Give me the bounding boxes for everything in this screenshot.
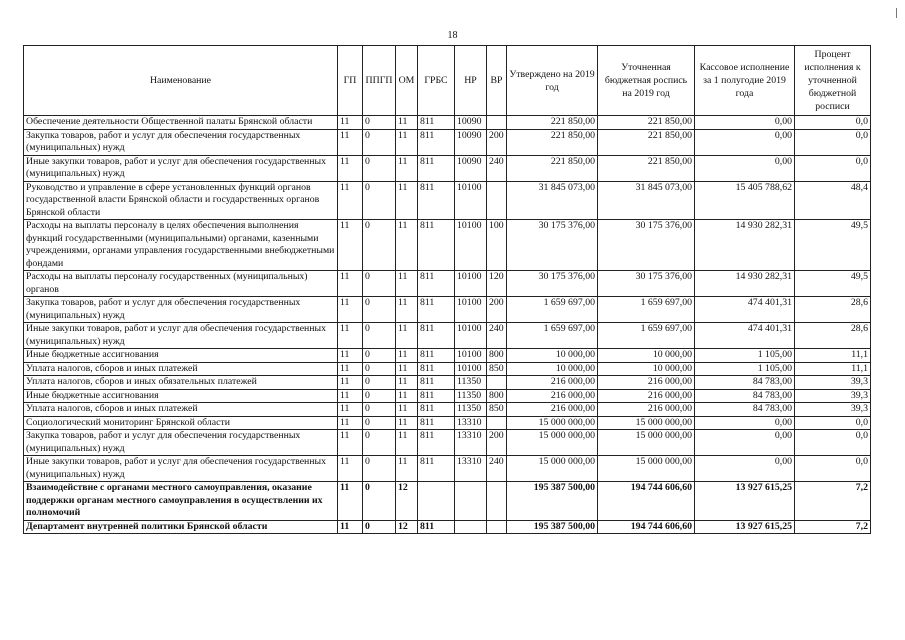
cell-refined: 15 000 000,00	[598, 416, 695, 430]
cell-refined: 216 000,00	[598, 403, 695, 417]
cell-grbs: 811	[418, 220, 455, 271]
cell-ppgp: 0	[363, 349, 396, 363]
cell-ppgp: 0	[363, 181, 396, 220]
cell-grbs: 811	[418, 389, 455, 403]
cell-gp: 11	[338, 129, 363, 155]
cell-percent: 39,3	[795, 403, 871, 417]
cell-om: 11	[396, 155, 418, 181]
cell-grbs: 811	[418, 129, 455, 155]
cell-om: 11	[396, 416, 418, 430]
cell-refined: 216 000,00	[598, 376, 695, 390]
budget-table	[23, 45, 871, 534]
cell-vr	[487, 416, 507, 430]
cell-ppgp: 0	[363, 456, 396, 482]
cell-grbs: 811	[418, 403, 455, 417]
cell-ppgp: 0	[363, 482, 396, 521]
cell-np: 10100	[455, 362, 487, 376]
cell-gp: 11	[338, 482, 363, 521]
table-row	[24, 389, 871, 403]
cell-ppgp: 0	[363, 403, 396, 417]
cell-om: 11	[396, 456, 418, 482]
cell-ppgp: 0	[363, 416, 396, 430]
cell-name: Уплата налогов, сборов и иных платежей	[24, 362, 338, 376]
table-row	[24, 376, 871, 390]
cell-vr: 240	[487, 323, 507, 349]
table-body	[24, 116, 871, 534]
table-row	[24, 456, 871, 482]
cell-gp: 11	[338, 116, 363, 130]
cell-approved: 15 000 000,00	[507, 430, 598, 456]
cell-np: 10090	[455, 129, 487, 155]
cell-np: 10100	[455, 181, 487, 220]
cell-refined: 1 659 697,00	[598, 323, 695, 349]
cell-percent: 39,3	[795, 376, 871, 390]
cell-percent: 0,0	[795, 155, 871, 181]
cell-approved: 30 175 376,00	[507, 220, 598, 271]
header-vr: ВР	[487, 46, 507, 116]
cell-ppgp: 0	[363, 430, 396, 456]
cell-grbs: 811	[418, 520, 455, 534]
cell-cash: 15 405 788,62	[695, 181, 795, 220]
table-row	[24, 362, 871, 376]
cell-percent: 11,1	[795, 362, 871, 376]
header-percent: Процент исполнения к уточненной бюджетной росписи	[795, 46, 871, 116]
cell-vr: 200	[487, 129, 507, 155]
cell-om: 12	[396, 482, 418, 521]
cell-np: 10100	[455, 297, 487, 323]
cell-cash: 0,00	[695, 430, 795, 456]
cell-percent: 0,0	[795, 116, 871, 130]
cell-vr: 800	[487, 389, 507, 403]
cell-cash: 84 783,00	[695, 389, 795, 403]
cell-gp: 11	[338, 323, 363, 349]
cell-gp: 11	[338, 181, 363, 220]
cell-ppgp: 0	[363, 389, 396, 403]
cell-name: Закупка товаров, работ и услуг для обеспечения государственных (муниципальных) нужд	[24, 129, 338, 155]
table-row	[24, 297, 871, 323]
cell-grbs: 811	[418, 323, 455, 349]
cell-percent: 28,6	[795, 323, 871, 349]
cell-name: Обеспечение деятельности Общественной палаты Брянской области	[24, 116, 338, 130]
cell-np	[455, 482, 487, 521]
cell-vr: 200	[487, 297, 507, 323]
cell-name: Иные закупки товаров, работ и услуг для обеспечения государственных (муниципальных) нужд	[24, 155, 338, 181]
cell-ppgp: 0	[363, 362, 396, 376]
cell-percent: 0,0	[795, 456, 871, 482]
table-row	[24, 323, 871, 349]
cell-name: Закупка товаров, работ и услуг для обеспечения государственных (муниципальных) нужд	[24, 297, 338, 323]
cell-vr: 200	[487, 430, 507, 456]
cell-np: 11350	[455, 389, 487, 403]
cell-refined: 221 850,00	[598, 129, 695, 155]
cell-name: Взаимодействие с органами местного самоуправления, оказание поддержки органам местного самоуправления в осуществлении их полномочий	[24, 482, 338, 521]
table-row	[24, 155, 871, 181]
cell-approved: 15 000 000,00	[507, 416, 598, 430]
cell-approved: 221 850,00	[507, 155, 598, 181]
cell-vr: 800	[487, 349, 507, 363]
cell-percent: 7,2	[795, 482, 871, 521]
cell-ppgp: 0	[363, 271, 396, 297]
cell-grbs: 811	[418, 297, 455, 323]
cell-gp: 11	[338, 220, 363, 271]
cell-approved: 30 175 376,00	[507, 271, 598, 297]
cell-approved: 10 000,00	[507, 349, 598, 363]
cell-name: Департамент внутренней политики Брянской области	[24, 520, 338, 534]
cell-cash: 13 927 615,25	[695, 482, 795, 521]
cell-gp: 11	[338, 362, 363, 376]
cell-om: 11	[396, 403, 418, 417]
cell-np	[455, 520, 487, 534]
cell-name: Расходы на выплаты персоналу в целях обеспечения выполнения функций государственными (муниципальными) органами, казенными учреждениями, органами управления государственными внебюджетными фондами	[24, 220, 338, 271]
cell-grbs: 811	[418, 430, 455, 456]
cell-np: 13310	[455, 430, 487, 456]
cell-percent: 0,0	[795, 129, 871, 155]
header-np: НР	[455, 46, 487, 116]
cell-approved: 195 387 500,00	[507, 520, 598, 534]
cell-np: 10100	[455, 220, 487, 271]
cell-ppgp: 0	[363, 520, 396, 534]
cell-name: Социологический мониторинг Брянской области	[24, 416, 338, 430]
cell-refined: 30 175 376,00	[598, 220, 695, 271]
cell-vr: 240	[487, 456, 507, 482]
cell-cash: 14 930 282,31	[695, 271, 795, 297]
corner-mark	[896, 8, 897, 18]
header-row	[24, 46, 871, 116]
cell-om: 11	[396, 297, 418, 323]
cell-percent: 48,4	[795, 181, 871, 220]
cell-vr: 100	[487, 220, 507, 271]
table-row	[24, 129, 871, 155]
cell-gp: 11	[338, 297, 363, 323]
cell-gp: 11	[338, 349, 363, 363]
cell-approved: 221 850,00	[507, 116, 598, 130]
page-number: 18	[447, 30, 458, 41]
header-gp: ГП	[338, 46, 363, 116]
cell-cash: 1 105,00	[695, 362, 795, 376]
cell-percent: 28,6	[795, 297, 871, 323]
header-ppgp: ППГП	[363, 46, 396, 116]
table-row	[24, 220, 871, 271]
cell-percent: 49,5	[795, 220, 871, 271]
cell-np: 10100	[455, 271, 487, 297]
cell-grbs	[418, 482, 455, 521]
cell-gp: 11	[338, 271, 363, 297]
cell-om: 11	[396, 430, 418, 456]
cell-np: 13310	[455, 456, 487, 482]
cell-np: 11350	[455, 403, 487, 417]
cell-gp: 11	[338, 520, 363, 534]
cell-vr	[487, 482, 507, 521]
cell-cash: 474 401,31	[695, 297, 795, 323]
cell-np: 10100	[455, 349, 487, 363]
cell-ppgp: 0	[363, 323, 396, 349]
cell-grbs: 811	[418, 155, 455, 181]
cell-refined: 221 850,00	[598, 155, 695, 181]
cell-om: 11	[396, 129, 418, 155]
table-row	[24, 271, 871, 297]
cell-grbs: 811	[418, 181, 455, 220]
cell-approved: 1 659 697,00	[507, 323, 598, 349]
cell-name: Закупка товаров, работ и услуг для обеспечения государственных (муниципальных) нужд	[24, 430, 338, 456]
cell-grbs: 811	[418, 271, 455, 297]
cell-gp: 11	[338, 403, 363, 417]
cell-ppgp: 0	[363, 220, 396, 271]
cell-om: 11	[396, 376, 418, 390]
cell-percent: 49,5	[795, 271, 871, 297]
header-cash: Кассовое исполнение за 1 полугодие 2019 года	[695, 46, 795, 116]
cell-ppgp: 0	[363, 116, 396, 130]
cell-grbs: 811	[418, 116, 455, 130]
cell-grbs: 811	[418, 376, 455, 390]
cell-name: Иные бюджетные ассигнования	[24, 389, 338, 403]
cell-om: 12	[396, 520, 418, 534]
cell-om: 11	[396, 389, 418, 403]
cell-percent: 0,0	[795, 416, 871, 430]
cell-name: Уплата налогов, сборов и иных обязательных платежей	[24, 376, 338, 390]
cell-name: Иные закупки товаров, работ и услуг для обеспечения государственных (муниципальных) нужд	[24, 323, 338, 349]
cell-approved: 216 000,00	[507, 376, 598, 390]
table-row	[24, 181, 871, 220]
cell-cash: 0,00	[695, 155, 795, 181]
cell-gp: 11	[338, 430, 363, 456]
cell-om: 11	[396, 349, 418, 363]
cell-refined: 10 000,00	[598, 349, 695, 363]
table-row	[24, 430, 871, 456]
cell-approved: 221 850,00	[507, 129, 598, 155]
cell-vr	[487, 520, 507, 534]
cell-gp: 11	[338, 416, 363, 430]
cell-np: 10090	[455, 116, 487, 130]
table-row	[24, 403, 871, 417]
cell-refined: 194 744 606,60	[598, 520, 695, 534]
cell-om: 11	[396, 323, 418, 349]
cell-name: Уплата налогов, сборов и иных платежей	[24, 403, 338, 417]
cell-cash: 84 783,00	[695, 403, 795, 417]
cell-name: Руководство и управление в сфере установленных функций органов государственной власти Брянской области и государственных органов Брянской области	[24, 181, 338, 220]
cell-cash: 0,00	[695, 116, 795, 130]
cell-approved: 31 845 073,00	[507, 181, 598, 220]
cell-refined: 194 744 606,60	[598, 482, 695, 521]
cell-gp: 11	[338, 456, 363, 482]
cell-om: 11	[396, 116, 418, 130]
header-approved: Утверждено на 2019 год	[507, 46, 598, 116]
cell-vr: 120	[487, 271, 507, 297]
cell-refined: 15 000 000,00	[598, 456, 695, 482]
table-row	[24, 482, 871, 521]
cell-name: Иные бюджетные ассигнования	[24, 349, 338, 363]
cell-gp: 11	[338, 155, 363, 181]
cell-cash: 14 930 282,31	[695, 220, 795, 271]
cell-approved: 15 000 000,00	[507, 456, 598, 482]
cell-name: Расходы на выплаты персоналу государственных (муниципальных) органов	[24, 271, 338, 297]
cell-refined: 31 845 073,00	[598, 181, 695, 220]
table-row	[24, 520, 871, 534]
cell-approved: 195 387 500,00	[507, 482, 598, 521]
cell-percent: 11,1	[795, 349, 871, 363]
cell-approved: 216 000,00	[507, 389, 598, 403]
cell-np: 13310	[455, 416, 487, 430]
cell-refined: 15 000 000,00	[598, 430, 695, 456]
header-om: ОМ	[396, 46, 418, 116]
cell-percent: 39,3	[795, 389, 871, 403]
cell-om: 11	[396, 362, 418, 376]
table-row	[24, 416, 871, 430]
cell-percent: 7,2	[795, 520, 871, 534]
header-name: Наименование	[24, 46, 338, 116]
cell-vr: 240	[487, 155, 507, 181]
cell-grbs: 811	[418, 362, 455, 376]
cell-vr	[487, 116, 507, 130]
cell-cash: 0,00	[695, 416, 795, 430]
cell-refined: 30 175 376,00	[598, 271, 695, 297]
cell-np: 11350	[455, 376, 487, 390]
cell-refined: 10 000,00	[598, 362, 695, 376]
header-grbs: ГРБС	[418, 46, 455, 116]
cell-om: 11	[396, 271, 418, 297]
cell-approved: 10 000,00	[507, 362, 598, 376]
cell-vr	[487, 181, 507, 220]
cell-np: 10100	[455, 323, 487, 349]
cell-vr	[487, 376, 507, 390]
cell-refined: 216 000,00	[598, 389, 695, 403]
cell-refined: 221 850,00	[598, 116, 695, 130]
cell-gp: 11	[338, 389, 363, 403]
cell-cash: 84 783,00	[695, 376, 795, 390]
cell-cash: 0,00	[695, 129, 795, 155]
cell-vr: 850	[487, 362, 507, 376]
header-refined: Уточненная бюджетная роспись на 2019 год	[598, 46, 695, 116]
cell-cash: 13 927 615,25	[695, 520, 795, 534]
cell-om: 11	[396, 181, 418, 220]
table-row	[24, 349, 871, 363]
cell-approved: 216 000,00	[507, 403, 598, 417]
cell-cash: 474 401,31	[695, 323, 795, 349]
cell-ppgp: 0	[363, 129, 396, 155]
cell-gp: 11	[338, 376, 363, 390]
cell-ppgp: 0	[363, 155, 396, 181]
cell-name: Иные закупки товаров, работ и услуг для обеспечения государственных (муниципальных) нужд	[24, 456, 338, 482]
cell-om: 11	[396, 220, 418, 271]
cell-vr: 850	[487, 403, 507, 417]
cell-cash: 0,00	[695, 456, 795, 482]
table-row	[24, 116, 871, 130]
cell-grbs: 811	[418, 349, 455, 363]
cell-refined: 1 659 697,00	[598, 297, 695, 323]
cell-ppgp: 0	[363, 376, 396, 390]
cell-ppgp: 0	[363, 297, 396, 323]
cell-grbs: 811	[418, 456, 455, 482]
cell-cash: 1 105,00	[695, 349, 795, 363]
cell-np: 10090	[455, 155, 487, 181]
cell-approved: 1 659 697,00	[507, 297, 598, 323]
cell-percent: 0,0	[795, 430, 871, 456]
cell-grbs: 811	[418, 416, 455, 430]
